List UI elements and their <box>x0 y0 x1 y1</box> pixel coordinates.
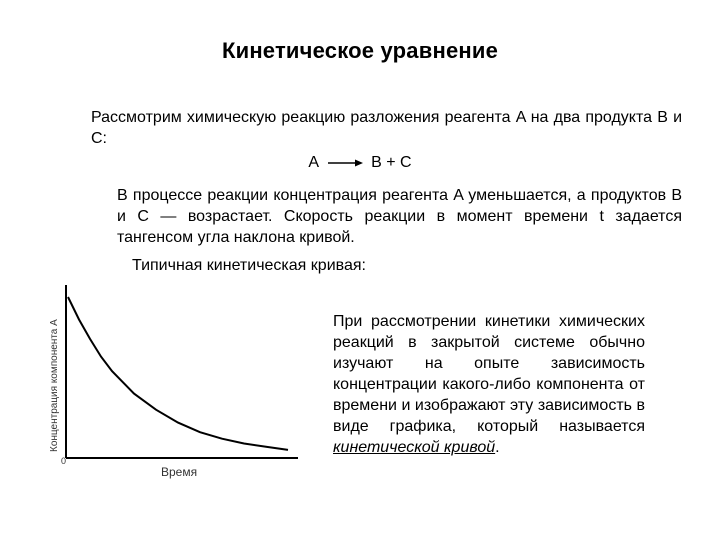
side-text: При рассмотрении кинетики химических реакций в закрытой системе обычно изучают на опыте зависимость концентрации какого-либо компонента от времени и изображают эту зависимость в виде графика, который называется <box>333 313 645 435</box>
products: B + C <box>371 154 412 171</box>
x-axis-label: Время <box>161 465 198 479</box>
reactant: A <box>308 154 319 171</box>
reaction-equation <box>0 154 720 172</box>
reaction-arrow-icon <box>327 158 363 168</box>
slide-title: Кинетическое уравнение <box>221 38 499 63</box>
y-axis-label: Концентрация компонента A <box>49 319 60 452</box>
concentration-curve <box>68 297 288 450</box>
intro-paragraph <box>67 107 682 149</box>
curve-caption: Типичная кинетическая кривая: <box>132 257 366 274</box>
side-end: . <box>495 439 500 456</box>
intro-text: Рассмотрим химическую реакцию разложения реагента A на два продукта B и C: <box>91 109 682 147</box>
process-paragraph <box>67 185 682 248</box>
kinetic-curve-term: кинетической кривой <box>333 439 496 456</box>
side-paragraph <box>333 311 645 458</box>
kinetic-curve-chart <box>40 280 310 485</box>
origin-label: 0 <box>61 456 67 466</box>
process-text: В процессе реакции концентрация реагента A уменьшается, а продуктов B и C — возрастает. Скорость реакции в момент времени t задается тангенсом угла наклона кривой. <box>117 187 682 246</box>
